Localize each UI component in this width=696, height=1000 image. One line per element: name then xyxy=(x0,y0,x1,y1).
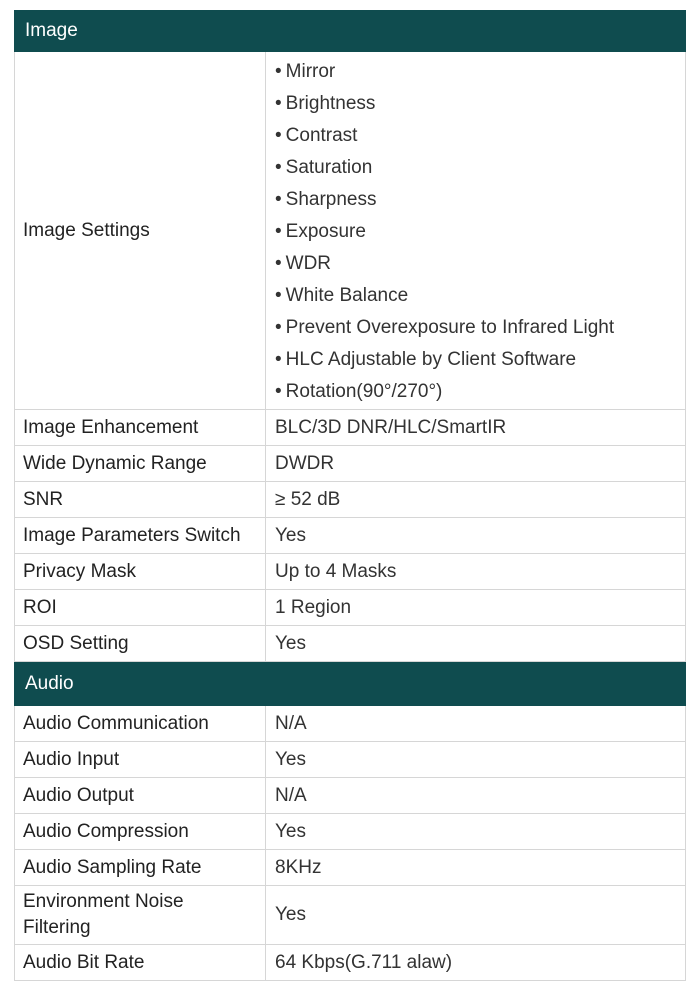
spec-row-wide-dynamic-range xyxy=(14,446,686,482)
spec-value: Yes xyxy=(275,632,306,654)
list-item: • Brightness xyxy=(275,91,685,123)
spec-label xyxy=(15,886,266,944)
spec-row-audio-communication xyxy=(14,706,686,742)
spec-row-roi xyxy=(14,590,686,626)
section-header-image: Image xyxy=(14,10,686,52)
spec-label: Audio Communication xyxy=(15,706,266,741)
spec-label: Privacy Mask xyxy=(15,554,266,589)
spec-value: Yes xyxy=(275,748,306,770)
image-settings-list xyxy=(266,52,685,409)
spec-label: Audio Output xyxy=(15,778,266,813)
spec-row-image-parameters-switch xyxy=(14,518,686,554)
spec-row-image-enhancement xyxy=(14,410,686,446)
spec-row-privacy-mask xyxy=(14,554,686,590)
spec-label: Image Enhancement xyxy=(15,410,266,445)
spec-label: ROI xyxy=(15,590,266,625)
spec-table xyxy=(14,10,686,981)
spec-value: 64 Kbps(G.711 alaw) xyxy=(275,951,453,973)
list-item: • White Balance xyxy=(275,283,685,315)
list-item: • Mirror xyxy=(275,59,685,91)
spec-value: BLC/3D DNR/HLC/SmartIR xyxy=(275,416,507,438)
spec-value: Yes xyxy=(275,524,306,546)
list-item: • Saturation xyxy=(275,155,685,187)
spec-label: Audio Compression xyxy=(15,814,266,849)
section-header-audio: Audio xyxy=(14,662,686,706)
spec-value: N/A xyxy=(275,712,307,734)
list-item: • Rotation(90°/270°) xyxy=(275,379,685,411)
spec-row-audio-bit-rate xyxy=(14,945,686,981)
spec-label: SNR xyxy=(15,482,266,517)
spec-row-osd-setting xyxy=(14,626,686,662)
spec-value: Yes xyxy=(275,820,306,842)
spec-label: Audio Sampling Rate xyxy=(15,850,266,885)
spec-label-line: Environment Noise xyxy=(23,891,184,912)
spec-row-snr xyxy=(14,482,686,518)
spec-label: Image Settings xyxy=(15,52,266,409)
list-item: • Prevent Overexposure to Infrared Light xyxy=(275,315,685,347)
spec-row-audio-output xyxy=(14,778,686,814)
spec-value: Up to 4 Masks xyxy=(275,560,397,582)
spec-row-environment-noise-filtering xyxy=(14,886,686,945)
spec-row-audio-input xyxy=(14,742,686,778)
spec-label: Audio Input xyxy=(15,742,266,777)
list-item: • Contrast xyxy=(275,123,685,155)
spec-row-image-settings xyxy=(14,52,686,410)
spec-value: 1 Region xyxy=(275,596,352,618)
list-item: • HLC Adjustable by Client Software xyxy=(275,347,685,379)
list-item: • WDR xyxy=(275,251,685,283)
spec-value: DWDR xyxy=(275,452,335,474)
spec-row-audio-compression xyxy=(14,814,686,850)
spec-label: Wide Dynamic Range xyxy=(15,446,266,481)
spec-value: Yes xyxy=(275,904,306,925)
list-item: • Exposure xyxy=(275,219,685,251)
spec-label: OSD Setting xyxy=(15,626,266,661)
list-item: • Sharpness xyxy=(275,187,685,219)
spec-label-line: Filtering xyxy=(23,917,91,938)
spec-label: Audio Bit Rate xyxy=(15,945,266,980)
spec-value: ≥ 52 dB xyxy=(275,488,341,510)
spec-row-audio-sampling-rate xyxy=(14,850,686,886)
spec-value: N/A xyxy=(275,784,307,806)
spec-value: 8KHz xyxy=(275,856,322,878)
spec-label: Image Parameters Switch xyxy=(15,518,266,553)
